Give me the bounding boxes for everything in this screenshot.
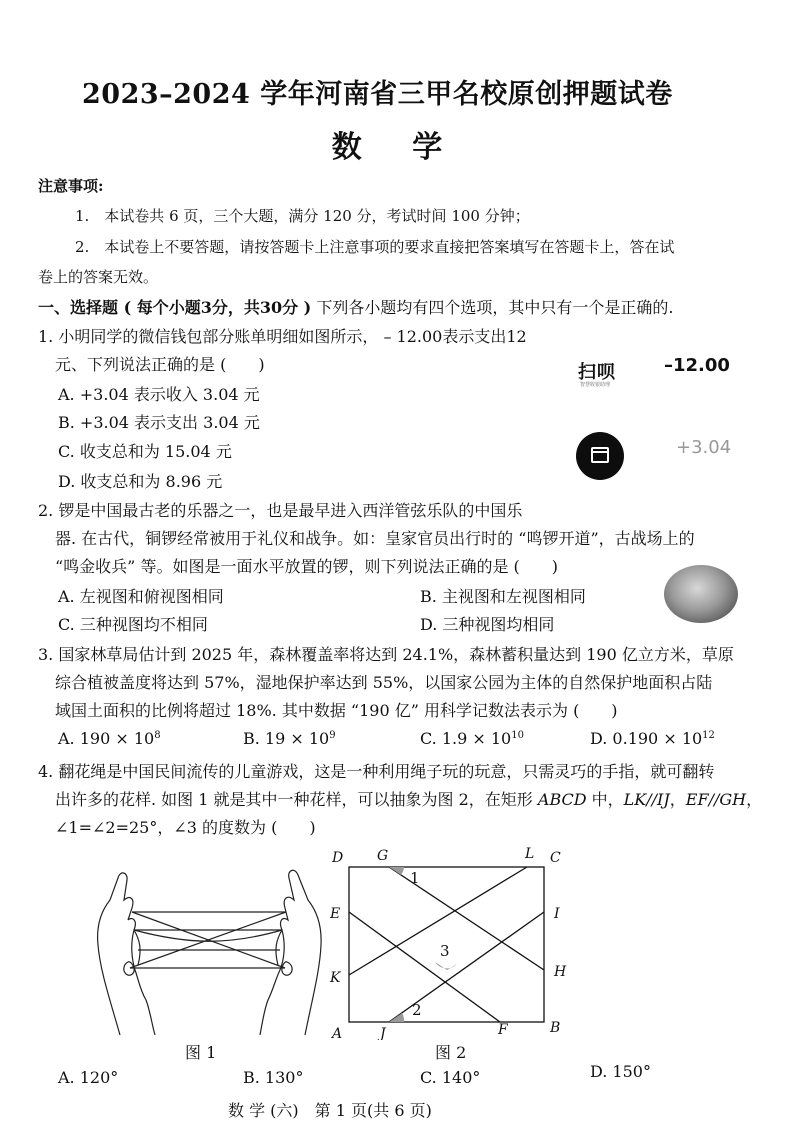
figure-2-geometry [322, 840, 572, 1040]
label-point-c: C [550, 850, 561, 866]
q2-option-b: B. 主视图和左视图相同 [420, 587, 586, 606]
q1-option-b: B. +3.04 表示支出 3.04 元 [58, 413, 260, 432]
label-point-j: J [380, 1026, 386, 1040]
angle-2-mark [389, 1013, 404, 1022]
q3-option-c: C. $1.9 \times 10^{10}$ [420, 729, 524, 748]
notice-item-2-line2: 卷上的答案无效。 [38, 268, 159, 286]
q3-line1: 3. 国家林草局估计到 2025 年，森林覆盖率将达到 24.1%，森林蓄积量达到 190 亿立方米，草原 [38, 645, 734, 664]
q1-option-d: D. 收支总和为 8.96 元 [58, 472, 223, 491]
label-angle-2: 2 [412, 1001, 422, 1019]
figure-1-string-game [80, 850, 343, 1040]
figure-2-caption: 图 2 [435, 1043, 467, 1062]
q2-option-a: A. 左视图和俯视图相同 [58, 587, 224, 606]
bill-amount-income: +3.04 [676, 437, 732, 458]
q1-option-c: C. 收支总和为 15.04 元 [58, 442, 232, 461]
label-point-i: I [554, 906, 560, 922]
q3-option-d: D. $0.190 \times 10^{12}$ [590, 729, 715, 748]
label-point-e: E [330, 906, 341, 922]
q2-line1: 2. 锣是中国最古老的乐器之一，也是最早进入西洋管弦乐队的中国乐 [38, 501, 523, 520]
page-footer: 数 学 (六) 第 1 页(共 6 页) [228, 1101, 432, 1120]
q2-option-d: D. 三种视图均相同 [420, 615, 555, 634]
q3-line3: 域国土面积的比例将超过 18%. 其中数据 “190 亿” 用科学记数法表示为 ( ) [55, 701, 618, 720]
gong-image [664, 565, 738, 623]
notice-item-1: 1. 本试卷共 6 页，三个大题，满分 120 分，考试时间 100 分钟； [75, 207, 530, 225]
label-point-a: A [332, 1026, 343, 1040]
q2-line3: “鸣金收兵” 等。如图是一面水平放置的锣，则下列说法正确的是 ( ) [55, 557, 559, 576]
q4-option-a: A. 120° [58, 1068, 119, 1087]
q3-option-b: B. $19 \times 10^9$ [243, 729, 336, 748]
subject-title: 数 学 [331, 130, 463, 165]
q4-line3: ∠1=∠2=25°，∠3 的度数为 ( ) [55, 818, 316, 837]
notice-item-2-line1: 2. 本试卷上不要答题，请按答题卡上注意事项的要求直接把答案填写在答题卡上，答在试 [75, 238, 675, 256]
q1-option-a: A. +3.04 表示收入 3.04 元 [58, 385, 260, 404]
q3-option-a: A. $190 \times 10^8$ [58, 729, 161, 748]
label-point-b: B [550, 1020, 561, 1036]
bill-amount-expense: –12.00 [664, 355, 730, 376]
notice-heading: 注意事项: [38, 177, 104, 195]
q4-option-b: B. 130° [243, 1068, 304, 1087]
label-angle-1: 1 [410, 869, 420, 887]
label-point-l: L [525, 846, 535, 862]
exam-title: 2023–2024 学年河南省三甲名校原创押题试卷 [82, 79, 673, 110]
figure-1-caption: 图 1 [185, 1043, 217, 1062]
q3-line2: 综合植被盖度将达到 57%，湿地保护率达到 55%，以国家公园为主体的自然保护地面积占陆 [55, 673, 713, 692]
q2-line2: 器. 在古代，铜锣经常被用于礼仪和战争。如：皇家官员出行时的 “鸣锣开道”，古战场上的 [55, 529, 695, 548]
section-1-heading [38, 295, 673, 318]
label-point-g: G [377, 848, 389, 864]
label-point-k: K [330, 970, 341, 986]
q4-option-d: D. 150° [590, 1062, 651, 1081]
q2-option-c: C. 三种视图均不相同 [58, 615, 208, 634]
q1-line1: 1. 小明同学的微信钱包部分账单明细如图所示， – 12.00表示支出12 [38, 327, 527, 346]
section-1-desc: 下列各小题均有四个选项，其中只有一个是正确的. [311, 298, 674, 317]
angle-3-mark [435, 962, 457, 970]
q4-line2: 出许多的花样. 如图 1 就是其中一种花样，可以抽象为图 2，在矩形 ABCD 中，LK//IJ，EF//GH， [55, 790, 763, 809]
label-point-h: H [554, 964, 567, 980]
label-angle-3: 3 [440, 942, 450, 960]
label-point-f: F [498, 1022, 508, 1038]
q1-line2: 元、下列说法正确的是 ( ) [55, 355, 265, 374]
q4-option-c: C. 140° [420, 1068, 481, 1087]
label-point-d: D [332, 850, 344, 866]
pay-logo-text: 扫呗 [578, 362, 616, 383]
wallet-icon [576, 432, 624, 480]
angle-1-mark [389, 867, 404, 875]
pay-logo-subtext: 智慧收银助理 [580, 382, 611, 388]
q4-line1: 4. 翻花绳是中国民间流传的儿童游戏，这是一种利用绳子玩的玩意，只需灵巧的手指，就可翻转 [38, 762, 715, 781]
section-1-title: 一、选择题 ( 每个小题3分，共30分 ) [38, 298, 312, 317]
